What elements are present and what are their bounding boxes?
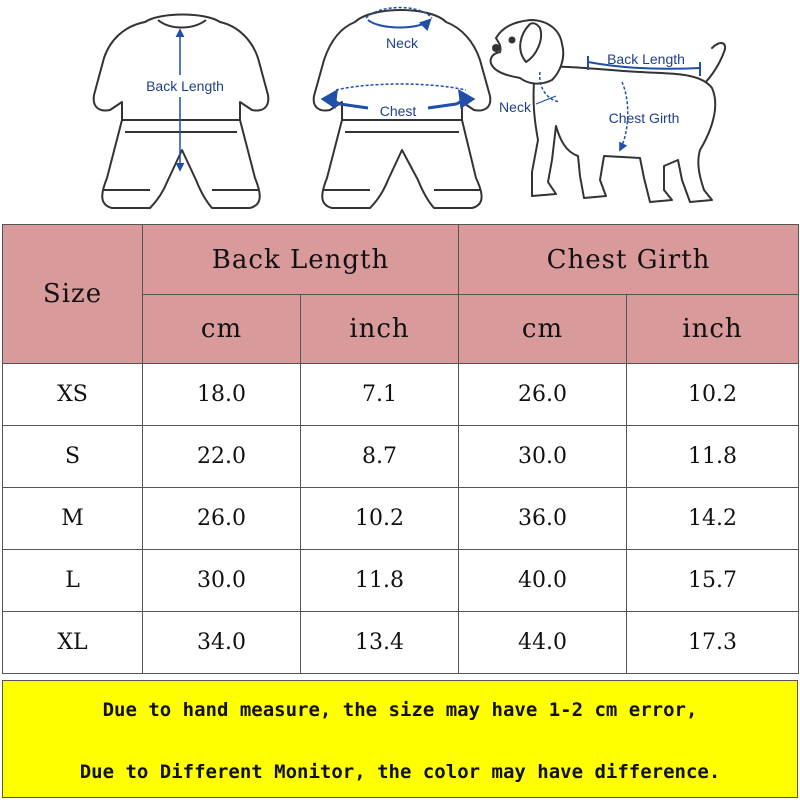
dog-back-length-label: Back Length <box>607 51 685 67</box>
back-cm-cell: 22.0 <box>143 426 301 488</box>
chest-girth-cm-header: cm <box>459 295 627 364</box>
chest-inch-cell: 11.8 <box>627 426 799 488</box>
table-row <box>3 612 799 674</box>
chest-inch-cell: 14.2 <box>627 488 799 550</box>
chest-girth-header: Chest Girth <box>459 225 799 295</box>
size-cell: XL <box>3 612 143 674</box>
dog-neck-label: Neck <box>499 99 531 115</box>
size-chart-table <box>2 224 799 674</box>
back-cm-cell: 34.0 <box>143 612 301 674</box>
back-inch-cell: 8.7 <box>301 426 459 488</box>
size-header: Size <box>3 225 143 364</box>
table-row <box>3 364 799 426</box>
size-cell: L <box>3 550 143 612</box>
chest-cm-cell: 36.0 <box>459 488 627 550</box>
size-cell: S <box>3 426 143 488</box>
back-length-inch-header: inch <box>301 295 459 364</box>
back-length-cm-header: cm <box>143 295 301 364</box>
back-cm-cell: 30.0 <box>143 550 301 612</box>
garment-neck-label: Neck <box>386 35 418 51</box>
chest-inch-cell: 17.3 <box>627 612 799 674</box>
chest-cm-cell: 26.0 <box>459 364 627 426</box>
back-cm-cell: 18.0 <box>143 364 301 426</box>
back-inch-cell: 13.4 <box>301 612 459 674</box>
chest-cm-cell: 30.0 <box>459 426 627 488</box>
dog-chest-girth-label: Chest Girth <box>608 110 680 126</box>
garment-back-length-label: Back Length <box>146 78 224 94</box>
table-row <box>3 488 799 550</box>
back-inch-cell: 11.8 <box>301 550 459 612</box>
back-inch-cell: 7.1 <box>301 364 459 426</box>
notice-line-monitor-color: Due to Different Monitor, the color may have difference. <box>79 761 721 783</box>
notice-line-measure-error: Due to hand measure, the size may have 1-2 cm error, <box>102 699 698 721</box>
chest-inch-cell: 10.2 <box>627 364 799 426</box>
chest-cm-cell: 40.0 <box>459 550 627 612</box>
chest-girth-inch-header: inch <box>627 295 799 364</box>
chest-cm-cell: 44.0 <box>459 612 627 674</box>
garment-front-drawing <box>94 15 269 209</box>
back-cm-cell: 26.0 <box>143 488 301 550</box>
measurement-notice <box>2 680 798 798</box>
size-cell: M <box>3 488 143 550</box>
back-inch-cell: 10.2 <box>301 488 459 550</box>
table-row <box>3 550 799 612</box>
table-row <box>3 426 799 488</box>
size-cell: XS <box>3 364 143 426</box>
garment-chest-label: Chest <box>379 103 417 119</box>
back-length-header: Back Length <box>143 225 459 295</box>
chest-inch-cell: 15.7 <box>627 550 799 612</box>
measurement-illustration <box>0 0 800 222</box>
